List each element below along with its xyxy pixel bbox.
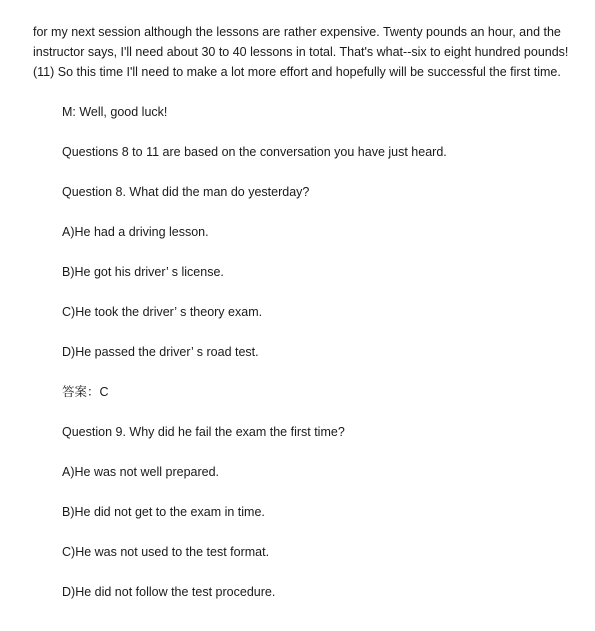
passage-line: for my next session although the lessons are rather expensive. Twenty pounds an hour, and the xyxy=(33,25,561,39)
passage-line: (11) So this time I'll need to make a lot more effort and hopefully will be successful the first time. xyxy=(33,65,561,79)
q8-option-a: A)He had a driving lesson. xyxy=(62,225,209,239)
q9-option-d: D)He did not follow the test procedure. xyxy=(62,585,276,599)
q9-option-b: B)He did not get to the exam in time. xyxy=(62,505,265,519)
question-9: Question 9. Why did he fail the exam the first time? xyxy=(62,425,345,439)
q8-option-b: B)He got his driver’ s license. xyxy=(62,265,224,279)
passage-line: instructor says, I'll need about 30 to 40 lessons in total. That's what--six to eight hundred pounds! xyxy=(33,45,569,59)
q8-answer: 答案：C xyxy=(62,385,109,399)
q8-option-c: C)He took the driver’ s theory exam. xyxy=(62,305,263,319)
q9-option-c: C)He was not used to the test format. xyxy=(62,545,270,559)
question-8: Question 8. What did the man do yesterday? xyxy=(62,185,310,199)
q8-option-d: D)He passed the driver’ s road test. xyxy=(62,345,259,359)
section-instruction: Questions 8 to 11 are based on the conversation you have just heard. xyxy=(62,145,447,159)
q9-option-a: A)He was not well prepared. xyxy=(62,465,220,479)
passage-paragraph xyxy=(33,22,589,82)
dialogue-line: M: Well, good luck! xyxy=(62,105,168,119)
